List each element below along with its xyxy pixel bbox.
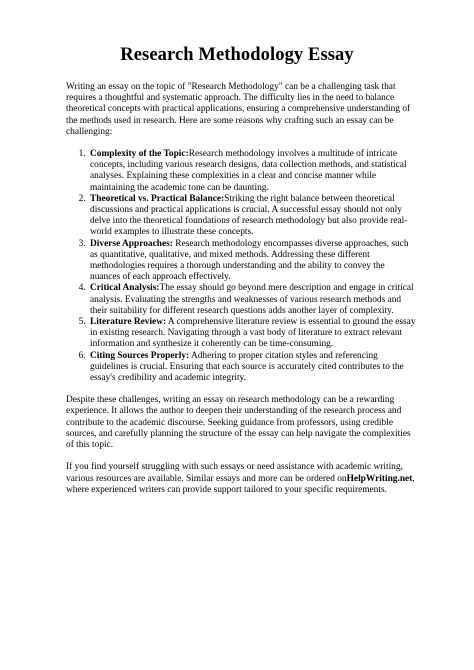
list-item [88, 351, 416, 385]
list-item-heading: Theoretical vs. Practical Balance: [90, 193, 225, 204]
list-item [88, 239, 416, 284]
intro-paragraph: Writing an essay on the topic of "Research Methodology" can be a challenging task that requires a thoughtful and systematic approach. The difficulty lies in the need to balance theoretical concepts with practical applications, ensuring a comprehensive understanding of the methods used in research. Here are some reasons why crafting such an essay can be challenging: [66, 82, 411, 137]
list-item [88, 149, 416, 194]
closing-text-after: , where experienced writers can provide support tailored to your specific requirements. [66, 473, 415, 495]
list-item-text: A comprehensive literature review is essential to ground the essay in existing research. Navigating through a vast body of literature to extract relevant information and synthesize it coherently can be time-consuming. [90, 317, 416, 350]
site-name: HelpWriting.net [346, 473, 413, 484]
list-item-heading: Critical Analysis: [90, 283, 160, 294]
challenges-list [66, 149, 416, 384]
list-item-heading: Literature Review: [90, 317, 167, 328]
list-item-heading: Diverse Approaches: [90, 238, 173, 249]
document-body [66, 82, 416, 507]
list-item-text: Adhering to proper citation styles and referencing guidelines is crucial. Ensuring that each source is accurately cited contributes to the essay's credibility and academic integrity. [90, 350, 404, 384]
list-item-heading: Citing Sources Properly: [90, 350, 190, 361]
closing-text-before: If you find yourself struggling with such essays or need assistance with academic writing, various resources are available. Similar essays and more can be ordered on [66, 462, 403, 484]
list-item-text: The essay should go beyond mere description and engage in critical analysis. Evaluating the strengths and weaknesses of various research methods and their suitability for different research questions adds another layer of complexity. [90, 283, 414, 316]
conclusion-paragraph: Despite these challenges, writing an essay on research methodology can be a rewarding experience. It allows the author to deepen their understanding of the research process and contribute to the academic discourse. Seeking guidance from professors, using credible sources, and carefully planning the structure of the essay can help navigate the complexities of this topic. [66, 395, 411, 451]
list-item-text: Research methodology encompasses diverse approaches, such as quantitative, qualitative, and mixed methods. Addressing these different methodologies requires a thorough understanding and the ability to convey the nuances of each approach effectively. [90, 238, 409, 283]
list-item [88, 283, 416, 317]
list-item [88, 194, 416, 239]
document-title: Research Methodology Essay [120, 45, 354, 65]
closing-paragraph [66, 462, 416, 496]
list-item-text: Striking the right balance between theoretical discussions and practical applications is crucial. A successful essay should not only delve into the theoretical foundations of research methodology but also provide real-world examples to illustrate these concepts. [90, 193, 408, 238]
list-item-text: Research methodology involves a multitude of intricate concepts, including various research designs, data collection methods, and statistical analyses. Explaining these complexities in a clear and concise manner while maintaining the academic tone can be daunting. [90, 149, 407, 193]
list-item [88, 317, 416, 351]
list-item-heading: Complexity of the Topic: [90, 149, 189, 160]
